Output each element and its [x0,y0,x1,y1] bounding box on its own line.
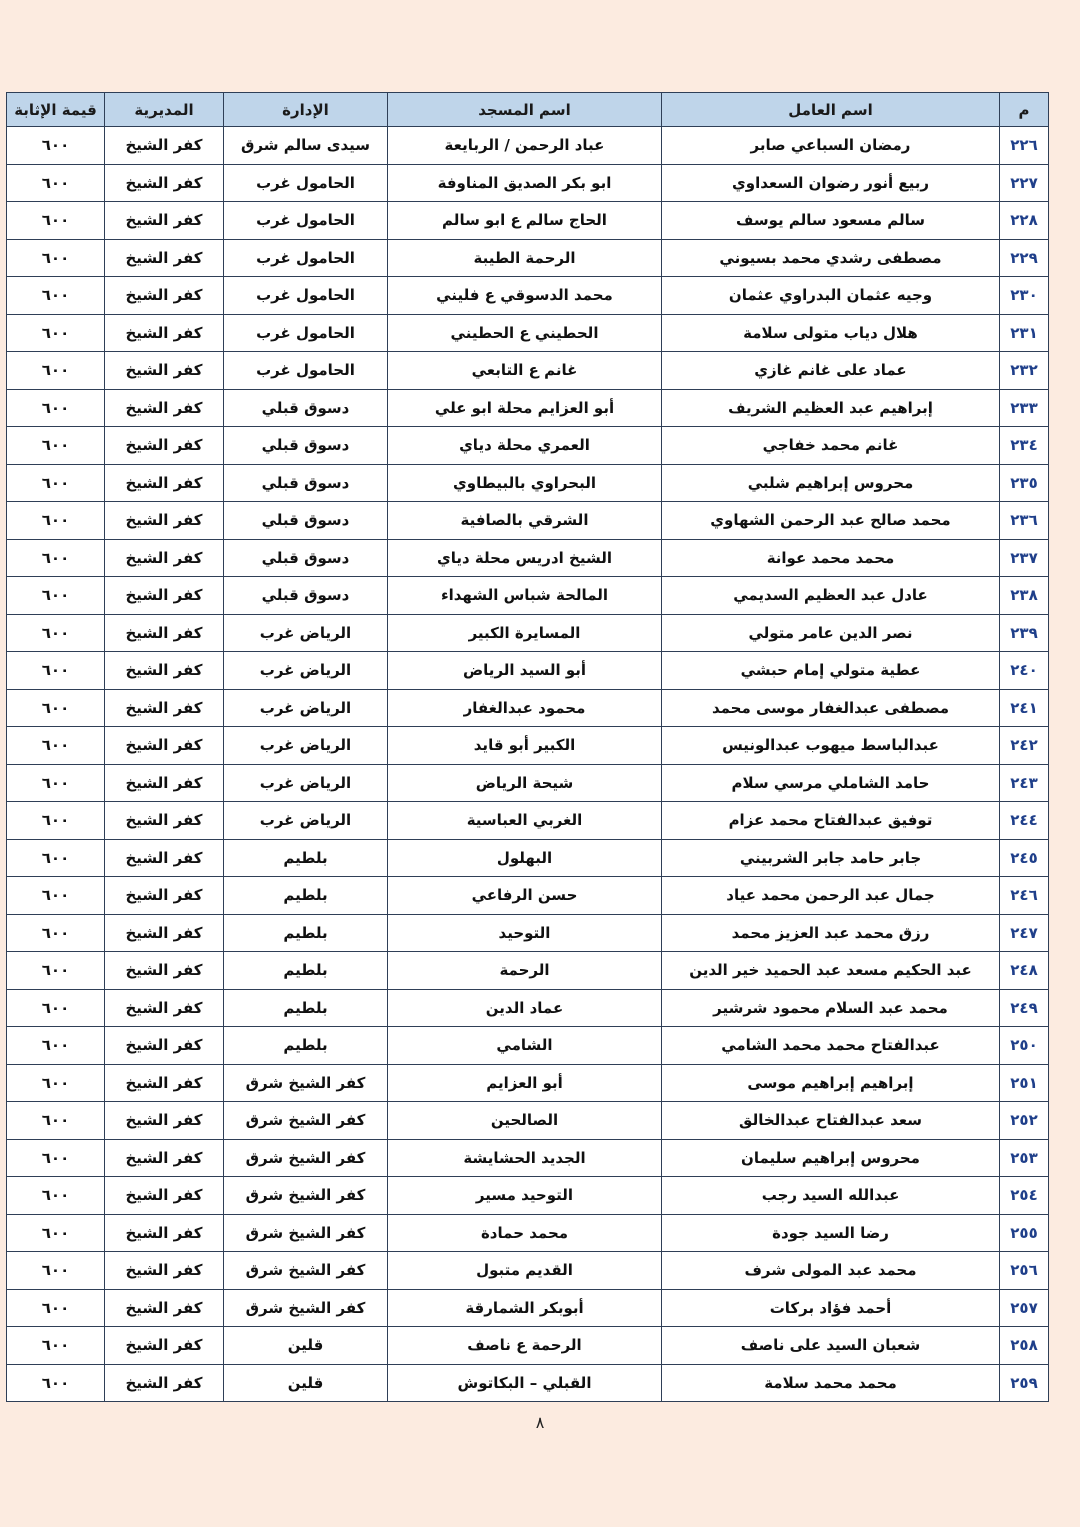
directorate: كفر الشيخ [105,427,224,465]
row-index: ٢٣٢ [1000,352,1049,390]
worker-name: عماد على غانم غازي [662,352,1000,390]
row-index: ٢٥٩ [1000,1364,1049,1402]
mosque-name: محمود عبدالغفار [388,689,662,727]
header-mosque-name: اسم المسجد [388,93,662,127]
worker-name: ربيع أنور رضوان السعداوي [662,164,1000,202]
award-value: ٦٠٠ [7,764,105,802]
administration: كفر الشيخ شرق [224,1252,388,1290]
row-index: ٢٤٧ [1000,914,1049,952]
directorate: كفر الشيخ [105,802,224,840]
table-row [7,914,1049,952]
table-row [7,1364,1049,1402]
administration: دسوق قبلي [224,539,388,577]
mosque-name: غانم ع التابعي [388,352,662,390]
award-value: ٦٠٠ [7,727,105,765]
row-index: ٢٢٧ [1000,164,1049,202]
worker-name: محروس إبراهيم شلبي [662,464,1000,502]
directorate: كفر الشيخ [105,1289,224,1327]
directorate: كفر الشيخ [105,877,224,915]
table-row [7,389,1049,427]
directorate: كفر الشيخ [105,127,224,165]
award-value: ٦٠٠ [7,539,105,577]
row-index: ٢٥٤ [1000,1177,1049,1215]
table-row [7,652,1049,690]
table-row [7,1102,1049,1140]
row-index: ٢٥٠ [1000,1027,1049,1065]
directorate: كفر الشيخ [105,577,224,615]
administration: الحامول غرب [224,277,388,315]
table-row [7,277,1049,315]
row-index: ٢٢٨ [1000,202,1049,240]
mosque-name: المالحة شباس الشهداء [388,577,662,615]
award-value: ٦٠٠ [7,802,105,840]
worker-name: غانم محمد خفاجي [662,427,1000,465]
mosque-name: أبو السيد الرياض [388,652,662,690]
worker-name: مصطفى رشدي محمد بسيوني [662,239,1000,277]
directorate: كفر الشيخ [105,1177,224,1215]
directorate: كفر الشيخ [105,464,224,502]
award-value: ٦٠٠ [7,689,105,727]
worker-name: إبراهيم عبد العظيم الشريف [662,389,1000,427]
directorate: كفر الشيخ [105,914,224,952]
mosque-name: البحراوي بالبيطاوي [388,464,662,502]
table-row [7,689,1049,727]
administration: الحامول غرب [224,352,388,390]
directorate: كفر الشيخ [105,839,224,877]
worker-name: أحمد فؤاد بركات [662,1289,1000,1327]
directorate: كفر الشيخ [105,689,224,727]
award-value: ٦٠٠ [7,652,105,690]
row-index: ٢٤١ [1000,689,1049,727]
administration: بلطيم [224,877,388,915]
mosque-name: الرحمة ع ناصف [388,1327,662,1365]
directorate: كفر الشيخ [105,352,224,390]
mosque-name: الغربي العباسية [388,802,662,840]
mosque-name: ابو بكر الصديق المناوفة [388,164,662,202]
worker-name: وجيه عثمان البدراوي عثمان [662,277,1000,315]
award-value: ٦٠٠ [7,1214,105,1252]
worker-name: مصطفى عبدالغفار موسى محمد [662,689,1000,727]
worker-name: عبد الحكيم مسعد عبد الحميد خير الدين [662,952,1000,990]
directorate: كفر الشيخ [105,1252,224,1290]
administration: الحامول غرب [224,164,388,202]
award-value: ٦٠٠ [7,1064,105,1102]
directorate: كفر الشيخ [105,614,224,652]
directorate: كفر الشيخ [105,164,224,202]
worker-name: رمضان السباعي صابر [662,127,1000,165]
mosque-name: الرحمة الطيبة [388,239,662,277]
directorate: كفر الشيخ [105,764,224,802]
row-index: ٢٥٨ [1000,1327,1049,1365]
table-row [7,802,1049,840]
row-index: ٢٤٤ [1000,802,1049,840]
worker-name: إبراهيم إبراهيم موسى [662,1064,1000,1102]
award-value: ٦٠٠ [7,1289,105,1327]
table-row [7,1252,1049,1290]
row-index: ٢٥١ [1000,1064,1049,1102]
administration: بلطيم [224,952,388,990]
award-value: ٦٠٠ [7,427,105,465]
table-row [7,539,1049,577]
header-directorate: المديرية [105,93,224,127]
worker-name: سعد عبدالفتاح عبدالخالق [662,1102,1000,1140]
administration: بلطيم [224,914,388,952]
row-index: ٢٥٥ [1000,1214,1049,1252]
administration: الرياض غرب [224,614,388,652]
directorate: كفر الشيخ [105,952,224,990]
administration: الرياض غرب [224,764,388,802]
administration: سيدى سالم شرق [224,127,388,165]
worker-name: شعبان السيد على ناصف [662,1327,1000,1365]
mosque-name: الشرقي بالصافية [388,502,662,540]
administration: دسوق قبلي [224,577,388,615]
administration: كفر الشيخ شرق [224,1177,388,1215]
administration: دسوق قبلي [224,389,388,427]
directorate: كفر الشيخ [105,652,224,690]
directorate: كفر الشيخ [105,1139,224,1177]
directorate: كفر الشيخ [105,239,224,277]
award-value: ٦٠٠ [7,464,105,502]
award-value: ٦٠٠ [7,952,105,990]
table-row [7,127,1049,165]
mosque-name: أبوبكر الشمارقة [388,1289,662,1327]
award-value: ٦٠٠ [7,1027,105,1065]
administration: بلطيم [224,1027,388,1065]
mosque-name: الصالحين [388,1102,662,1140]
award-value: ٦٠٠ [7,914,105,952]
worker-name: نصر الدين عامر متولي [662,614,1000,652]
row-index: ٢٥٣ [1000,1139,1049,1177]
page-number: ٨ [535,1413,545,1432]
award-value: ٦٠٠ [7,352,105,390]
directorate: كفر الشيخ [105,1214,224,1252]
administration: كفر الشيخ شرق [224,1139,388,1177]
table-row [7,1177,1049,1215]
row-index: ٢٣٠ [1000,277,1049,315]
table-row [7,164,1049,202]
award-value: ٦٠٠ [7,839,105,877]
header-administration: الإدارة [224,93,388,127]
worker-name: جابر حامد جابر الشربيني [662,839,1000,877]
directorate: كفر الشيخ [105,1102,224,1140]
worker-name: محمد محمد عوانة [662,539,1000,577]
table-row [7,502,1049,540]
row-index: ٢٣٧ [1000,539,1049,577]
table-body [7,127,1049,1402]
row-index: ٢٣٤ [1000,427,1049,465]
award-value: ٦٠٠ [7,577,105,615]
row-index: ٢٣١ [1000,314,1049,352]
mosque-name: الشامي [388,1027,662,1065]
table-row [7,1064,1049,1102]
award-value: ٦٠٠ [7,1327,105,1365]
table-row [7,877,1049,915]
mosque-name: الكبير أبو قايد [388,727,662,765]
worker-name: سالم مسعود سالم يوسف [662,202,1000,240]
directorate: كفر الشيخ [105,727,224,765]
mosque-name: محمد حمادة [388,1214,662,1252]
mosque-name: الحاج سالم ع ابو سالم [388,202,662,240]
mosque-name: أبو العزايم محلة ابو علي [388,389,662,427]
worker-name: محروس إبراهيم سليمان [662,1139,1000,1177]
directorate: كفر الشيخ [105,989,224,1027]
row-index: ٢٤٨ [1000,952,1049,990]
administration: قلين [224,1364,388,1402]
worker-name: محمد عبد السلام محمود شرشير [662,989,1000,1027]
mosque-name: العمري محلة دياي [388,427,662,465]
administration: كفر الشيخ شرق [224,1102,388,1140]
directorate: كفر الشيخ [105,389,224,427]
header-index: م [1000,93,1049,127]
mosque-name: محمد الدسوقي ع فليني [388,277,662,315]
administration: بلطيم [224,839,388,877]
table-row [7,314,1049,352]
administration: بلطيم [224,989,388,1027]
worker-name: محمد صالح عبد الرحمن الشهاوي [662,502,1000,540]
award-value: ٦٠٠ [7,1364,105,1402]
worker-name: جمال عبد الرحمن محمد عياد [662,877,1000,915]
administration: دسوق قبلي [224,502,388,540]
directorate: كفر الشيخ [105,1064,224,1102]
table-row [7,614,1049,652]
directorate: كفر الشيخ [105,1027,224,1065]
row-index: ٢٢٦ [1000,127,1049,165]
table-row [7,727,1049,765]
row-index: ٢٤٠ [1000,652,1049,690]
table-row [7,202,1049,240]
administration: دسوق قبلي [224,427,388,465]
award-value: ٦٠٠ [7,614,105,652]
award-value: ٦٠٠ [7,202,105,240]
mosque-name: عماد الدين [388,989,662,1027]
directorate: كفر الشيخ [105,1327,224,1365]
administration: الحامول غرب [224,239,388,277]
table-row [7,464,1049,502]
administration: الرياض غرب [224,802,388,840]
worker-name: محمد محمد سلامة [662,1364,1000,1402]
mosque-name: القديم متبول [388,1252,662,1290]
mosque-name: التوحيد مسير [388,1177,662,1215]
table-row [7,577,1049,615]
table-row [7,1139,1049,1177]
award-value: ٦٠٠ [7,164,105,202]
worker-name: رضا السيد جودة [662,1214,1000,1252]
worker-name: عبدالله السيد رجب [662,1177,1000,1215]
header-row [7,93,1049,127]
worker-name: رزق محمد عبد العزيز محمد [662,914,1000,952]
awards-table [6,92,1049,1402]
worker-name: عبدالفتاح محمد محمد الشامي [662,1027,1000,1065]
row-index: ٢٤٩ [1000,989,1049,1027]
worker-name: حامد الشاملي مرسي سلام [662,764,1000,802]
mosque-name: أبو العزايم [388,1064,662,1102]
award-value: ٦٠٠ [7,1139,105,1177]
table-row [7,952,1049,990]
table-row [7,839,1049,877]
award-value: ٦٠٠ [7,127,105,165]
worker-name: محمد عبد المولى شرف [662,1252,1000,1290]
row-index: ٢٥٧ [1000,1289,1049,1327]
row-index: ٢٥٦ [1000,1252,1049,1290]
row-index: ٢٢٩ [1000,239,1049,277]
table-row [7,352,1049,390]
directorate: كفر الشيخ [105,277,224,315]
mosque-name: الشيخ ادريس محلة دياي [388,539,662,577]
directorate: كفر الشيخ [105,314,224,352]
mosque-name: المسايرة الكبير [388,614,662,652]
administration: كفر الشيخ شرق [224,1214,388,1252]
administration: كفر الشيخ شرق [224,1289,388,1327]
header-award-value: قيمة الإثابة [7,93,105,127]
table-row [7,1214,1049,1252]
administration: الحامول غرب [224,202,388,240]
mosque-name: البهلول [388,839,662,877]
directorate: كفر الشيخ [105,1364,224,1402]
award-value: ٦٠٠ [7,314,105,352]
administration: الرياض غرب [224,652,388,690]
mosque-name: عباد الرحمن / الربايعة [388,127,662,165]
directorate: كفر الشيخ [105,202,224,240]
table-row [7,1289,1049,1327]
award-value: ٦٠٠ [7,389,105,427]
header-worker-name: اسم العامل [662,93,1000,127]
mosque-name: حسن الرفاعي [388,877,662,915]
worker-name: هلال دياب متولى سلامة [662,314,1000,352]
award-value: ٦٠٠ [7,1177,105,1215]
administration: كفر الشيخ شرق [224,1064,388,1102]
worker-name: عبدالباسط ميهوب عبدالونيس [662,727,1000,765]
row-index: ٢٤٣ [1000,764,1049,802]
table-row [7,427,1049,465]
award-value: ٦٠٠ [7,877,105,915]
administration: الرياض غرب [224,689,388,727]
mosque-name: الرحمة [388,952,662,990]
administration: الرياض غرب [224,727,388,765]
row-index: ٢٤٢ [1000,727,1049,765]
row-index: ٢٤٦ [1000,877,1049,915]
award-value: ٦٠٠ [7,1252,105,1290]
row-index: ٢٣٣ [1000,389,1049,427]
administration: الحامول غرب [224,314,388,352]
award-value: ٦٠٠ [7,277,105,315]
table-header [7,93,1049,127]
mosque-name: الحطيني ع الحطيني [388,314,662,352]
worker-name: توفيق عبدالفتاح محمد عزام [662,802,1000,840]
table-row [7,764,1049,802]
mosque-name: القبلي – البكاتوش [388,1364,662,1402]
worker-name: عادل عبد العظيم السديمي [662,577,1000,615]
row-index: ٢٤٥ [1000,839,1049,877]
mosque-name: شيحة الرياض [388,764,662,802]
administration: دسوق قبلي [224,464,388,502]
award-value: ٦٠٠ [7,989,105,1027]
table-row [7,989,1049,1027]
directorate: كفر الشيخ [105,539,224,577]
table-row [7,239,1049,277]
award-value: ٦٠٠ [7,239,105,277]
award-value: ٦٠٠ [7,1102,105,1140]
table-row [7,1027,1049,1065]
table-row [7,1327,1049,1365]
mosque-name: الجديد الحشايشة [388,1139,662,1177]
administration: قلين [224,1327,388,1365]
directorate: كفر الشيخ [105,502,224,540]
row-index: ٢٣٩ [1000,614,1049,652]
award-value: ٦٠٠ [7,502,105,540]
row-index: ٢٣٦ [1000,502,1049,540]
row-index: ٢٣٥ [1000,464,1049,502]
worker-name: عطية متولي إمام حبشي [662,652,1000,690]
row-index: ٢٣٨ [1000,577,1049,615]
row-index: ٢٥٢ [1000,1102,1049,1140]
mosque-name: التوحيد [388,914,662,952]
